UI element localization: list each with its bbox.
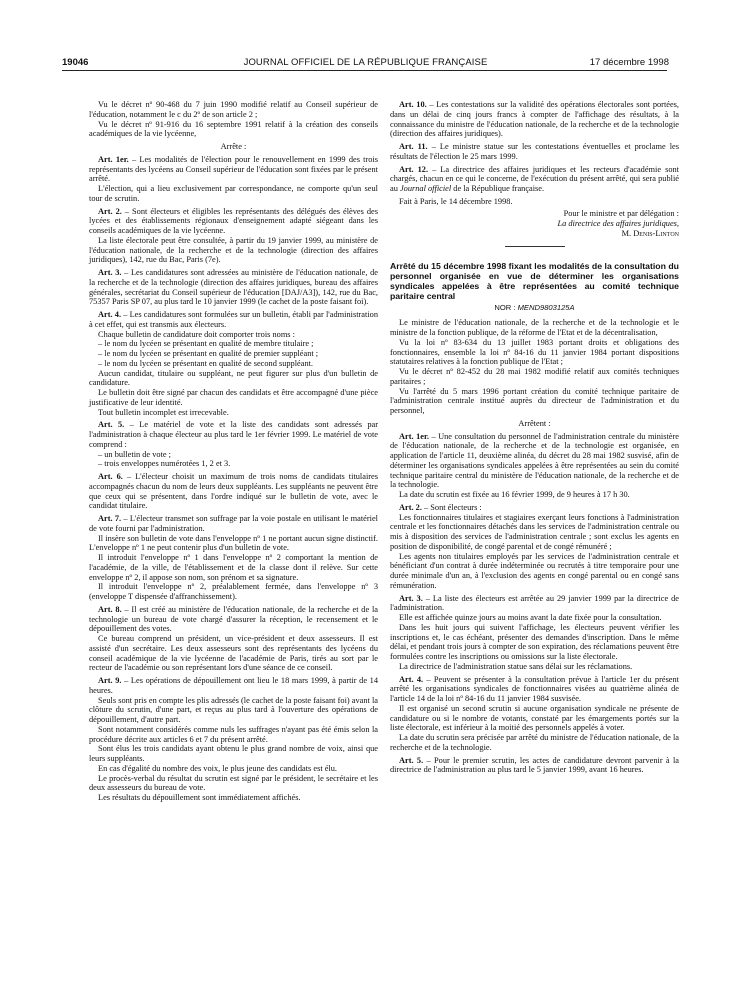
article-text: – Pour le premier scrutin, les actes de candidature devront parvenir à la directrice de l'administration au plus tard le 5 janvier 1999, avant 16 heures. [390,755,679,775]
article-text: – La liste des électeurs est arrêtée au 29 janvier 1999 par la directrice de l'administration. [390,593,680,613]
article-paragraph: Il est organisé un second scrutin si aucune organisation syndicale ne présente de candidature ou si le nombre de votants, constaté par les émargements portés sur la liste électorale, est inférieur à la moitié des personnels appelés à voter. [390,703,679,733]
article-label: Art. 2. [399,502,422,512]
nor-reference [390,303,679,313]
article-text: – Le ministre statue sur les contestations éventuelles et proclame les résultats de l'élection le 25 mars 1999. [390,142,679,161]
article-paragraph: La directrice de l'administration statue sans délai sur les réclamations. [399,661,633,671]
article-text: – Le matériel de vote et la liste des candidats sont adressés par l'administration à chaque électeur au plus tard le 1er février 1999. Le matériel de vote comprend : [89,420,379,449]
signature-block [390,209,679,239]
article-label: Art. 10. [399,100,427,109]
article-text: – La directrice des affaires juridiques et les recteurs d'académie sont chargés, chacun en ce qui le concerne, de l'exécution du présent arrêté, qui sera publié au [390,164,680,193]
article-1 [390,432,679,491]
article-text: – L'électeur choisit un maximum de trois noms de candidats titulaires accompagnés chacun du nom de leurs deux suppléants. Les suppléants ne peuvent être que ceux qui se présentent, dans l'ordre indiqué sur le bulletin de vote, avec le candidat titulaire. [89,472,379,511]
article-paragraph: La date du scrutin est fixée au 16 février 1999, de 9 heures à 17 h 30. [399,490,630,499]
article-5 [390,756,679,776]
list-item: – un bulletin de vote ; [98,449,171,459]
article-label: Art. 4. [98,310,122,319]
article-paragraph: Elle est affichée quinze jours au moins avant la date fixée pour la consultation. [399,613,662,622]
article-2 [89,207,378,236]
header-rule [62,70,667,71]
article-1 [89,155,378,184]
article-text: – Sont électeurs et éligibles les représentants des délégués des élèves des lycées et des établissements régionaux d'enseignement adapté siégeant dans les conseils académiques de la vie lycéenne. [89,206,378,235]
article-text: – Une consultation du personnel de l'administration centrale du ministère de l'éducation nationale, de la recherche et de la technologie est organisée, en application de l'article 11, deuxième alinéa, du décret du 28 mai 1982 susvisé, afin de déterminer les organisations syndicales appelées à être représentées au sein du comité technique paritaire central du ministère de l'éducation nationale, de la recherche et de la technologie. [390,431,679,490]
article-label: Art. 11. [399,142,428,151]
list-item: – le nom du lycéen se présentant en qualité de membre titulaire ; [98,339,314,349]
article-label: Art. 1er. [399,431,429,441]
article-paragraph: Dans les huit jours qui suivent l'affichage, les électeurs peuvent vérifier les inscriptions et, le cas échéant, présenter des demandes d'inscription. Dans le même délai, et pendant trois jours à compter de son expiration, des réclamations peuvent être formulées contre les inscriptions ou omissions sur la liste électorale. [390,622,679,661]
article-paragraph: La liste électorale peut être consultée, à partir du 19 janvier 1999, au ministère de l'éducation nationale, de la recherche et de la technologie (direction des affaires juridiques), 142, rue du Bac, Paris (7e). [89,235,378,265]
vu-paragraph: Vu le décret nº 90-468 du 7 juin 1990 modifié relatif au Conseil supérieur de l'éducation, notamment le c du 2º de son article 2 ; [89,100,378,119]
journal-officiel-italic: Journal officiel [399,184,452,193]
vu-paragraph: Vu la loi nº 83-634 du 13 juillet 1983 portant droits et obligations des fonctionnaires, ensemble la loi nº 84-16 du 11 janvier 1984 portant dispositions statutaires relatives à la fonction publique de l'Etat ; [390,337,679,367]
article-text: – L'électeur transmet son suffrage par la voie postale en utilisant le matériel de vote fourni par l'administration. [89,514,378,533]
article-label: Art. 7. [98,514,122,523]
article-label: Art. 9. [98,676,122,685]
article-text: – Les candidatures sont adressées au ministère de l'éducation nationale, de la recherche et de la technologie (direction des affaires juridiques, bureau des affaires générales, secrétariat du Conseil supérieur de l'éducation [DAJ/A3]), 142, rue du Bac, 75357 Paris SP 07, au plus tard le 10 janvier 1999 (le cachet de la poste faisant foi). [89,268,378,307]
article-9 [89,676,378,696]
article-4 [89,310,378,330]
signature-name: M. Denis-Linton [621,228,679,238]
vu-paragraph: Vu le décret nº 91-916 du 16 septembre 1991 relatif à la création des conseils académiques de la vie lycéenne, [89,119,378,139]
article-label: Art. 3. [399,593,423,603]
article-10 [390,100,679,139]
arrete-heading: Arrête : [220,142,247,151]
list-item: – trois enveloppes numérotées 1, 2 et 3. [98,459,231,469]
article-label: Art. 1er. [98,154,129,164]
article-text: – Il est créé au ministère de l'éducation nationale, de la recherche et de la technologie un bureau de vote chargé d'assurer la réception, le recensement et le dépouillement des votes. [89,604,379,634]
article-8 [89,605,378,634]
article-paragraph: Les résultats du dépouillement sont immédiatement affichés. [98,793,301,802]
article-paragraph: Il insère son bulletin de vote dans l'enveloppe nº 1 ne portant aucun signe distinctif. L'enveloppe nº 1 ne peut contenir plus d'un bulletin de vote. [89,533,378,553]
article-paragraph: Les agents non titulaires employés par les services de l'administration centrale et bénéficiant d'un contrat à durée indéterminée ou recrutés à titre temporaire pour une durée minimale d'un an, à l'exclusion des agents en congé parental ou en congé sans rémunération. [390,551,679,590]
article-paragraph: Ce bureau comprend un président, un vice-président et deux assesseurs. Il est assisté d'un secrétaire. Les deux assesseurs sont des représentants des lycéens du conseil académique de la vie lycéenne de l'académie de Paris, tirés au sort par le recteur de l'académie ou son représentant lors d'une séance de ce conseil. [89,634,378,673]
article-paragraph: Sont notamment considérés comme nuls les suffrages n'ayant pas été émis selon la procédure décrite aux articles 6 et 7 du présent arrêté. [89,724,378,744]
article-paragraph: La date du scrutin sera précisée par arrêté du ministre de l'éducation nationale, de la recherche et de la technologie. [390,733,679,752]
article-paragraph: Tout bulletin incomplet est irrecevable. [98,407,229,417]
article-paragraph: En cas d'égalité du nombre des voix, le plus jeune des candidats est élu. [98,763,338,773]
article-paragraph: Aucun candidat, titulaire ou suppléant, ne peut figurer sur plus d'un bulletin de candidature. [89,368,378,388]
article-paragraph: Il introduit l'enveloppe nº 1 dans l'enveloppe nº 2 comportant la mention de l'académie, de la ville, de l'établissement et de la classe dont il relève. Sur cette enveloppe nº 2, il appose son nom, son prénom et sa signature. [89,553,378,582]
article-paragraph: Le procès-verbal du résultat du scrutin est signé par le président, le secrétaire et les deux assesseurs du bureau de vote. [89,773,378,793]
right-column [390,100,679,775]
article-text: – Les modalités de l'élection pour le renouvellement en 1999 des trois représentants des lycéens au Conseil supérieur de l'éducation sont fixées par le présent arrêté. [89,154,379,184]
article-paragraph: Seuls sont pris en compte les plis adressés (le cachet de la poste faisant foi) avant la clôture du scrutin, d'une part, et reçus au plus tard à l'ouverture des opérations de dépouillement, d'autre part. [89,695,378,724]
article-6 [89,472,378,511]
article-4 [390,675,679,704]
candidate-name-list [89,339,378,368]
article-label: Art. 5. [98,420,125,430]
left-column [89,100,378,803]
list-item: – le nom du lycéen se présentant en qualité de premier suppléant ; [98,349,319,358]
article-text: – Les opérations de dépouillement ont lieu le 18 mars 1999, à partir de 14 heures. [89,676,378,695]
signature-title: La directrice des affaires juridiques, [557,218,679,228]
article-3 [390,594,679,614]
nor-value: MEND9803125A [517,302,575,312]
article-text: – Les candidatures sont formulées sur un bulletin, établi par l'administration à cet effet, qui est transmis aux électeurs. [89,310,378,329]
article-text: de la République française. [451,184,545,193]
article-text: – Peuvent se présenter à la consultation prévue à l'article 1er du présent arrêté les organisations syndicales de fonctionnaires visées au quatrième alinéa de l'article 14 de la loi nº 84-16 du 11 janvier 1984 susvisée. [390,674,680,703]
article-label: Art. 8. [98,604,122,614]
article-2 [390,503,679,513]
article-11 [390,142,679,162]
article-label: Art. 4. [399,674,424,684]
article-paragraph: Sont élus les trois candidats ayant obtenu le plus grand nombre de voix, ainsi que leurs suppléants. [89,744,378,763]
decree-title: Arrêté du 15 décembre 1998 fixant les modalités de la consultation du personnel organisée en vue de déterminer les organisations syndicales appelées à être représentées au comité technique paritaire central [390,260,679,301]
fait-a-paris: Fait à Paris, le 14 décembre 1998. [399,196,513,206]
article-paragraph: L'élection, qui a lieu exclusivement par correspondance, ne comporte qu'un seul tour de scrutin. [89,184,378,203]
article-text: – Les contestations sur la validité des opérations électorales sont portées, dans un délai de cinq jours francs à compter de l'affichage des résultats, à la connaissance du ministre de l'éducation nationale, de la recherche et de la technologie (direction des affaires juridiques). [390,100,680,139]
vu-paragraph: Vu le décret nº 82-452 du 28 mai 1982 modifié relatif aux comités techniques paritaires ; [390,367,679,386]
article-paragraph: Les fonctionnaires titulaires et stagiaires exerçant leurs fonctions à l'administration centrale et les fonctionnaires détachés dans les services de l'administration centrale ou mis à disposition des services de l'administration centrale ; sont exclus les agents en position de disponibilité, de congé parental et de congé rémunéré ; [390,512,679,551]
article-text: – Sont électeurs : [421,502,482,512]
article-12 [390,165,679,194]
intro-paragraph: Le ministre de l'éducation nationale, de la recherche et de la technologie et le ministre de la fonction publique, de la réforme de l'Etat et de la décentralisation, [390,318,679,337]
article-paragraph: Il introduit l'enveloppe nº 2, préalablement fermée, dans l'enveloppe nº 3 (enveloppe T dispensée d'affranchissement). [89,582,378,601]
article-paragraph: Le bulletin doit être signé par chacun des candidats et être accompagné d'une pièce justificative de leur identité. [89,388,378,407]
section-divider [505,246,565,247]
article-label: Art. 2. [98,206,122,216]
arretent-heading: Arrêtent : [518,418,551,428]
page-number: 19046 [62,57,89,68]
voting-material-list [89,450,378,470]
article-5 [89,420,378,449]
journal-title: JOURNAL OFFICIEL DE LA RÉPUBLIQUE FRANÇAISE [243,57,488,68]
list-item: – le nom du lycéen se présentant en qualité de second suppléant. [98,358,314,368]
vu-paragraph: Vu l'arrêté du 5 mars 1996 portant création du comité technique paritaire de l'administration centrale institué auprès du directeur de l'administration et du personnel, [390,386,679,415]
article-7 [89,514,378,534]
article-label: Art. 5. [399,755,424,765]
article-3 [89,268,378,307]
article-label: Art. 3. [98,268,122,277]
nor-label: NOR : [494,302,516,312]
issue-date: 17 décembre 1998 [589,57,669,68]
article-label: Art. 6. [98,472,123,481]
article-paragraph: Chaque bulletin de candidature doit comporter trois noms : [98,329,295,339]
article-label: Art. 12. [399,164,429,174]
signature-delegation: Pour le ministre et par délégation : [563,208,679,218]
